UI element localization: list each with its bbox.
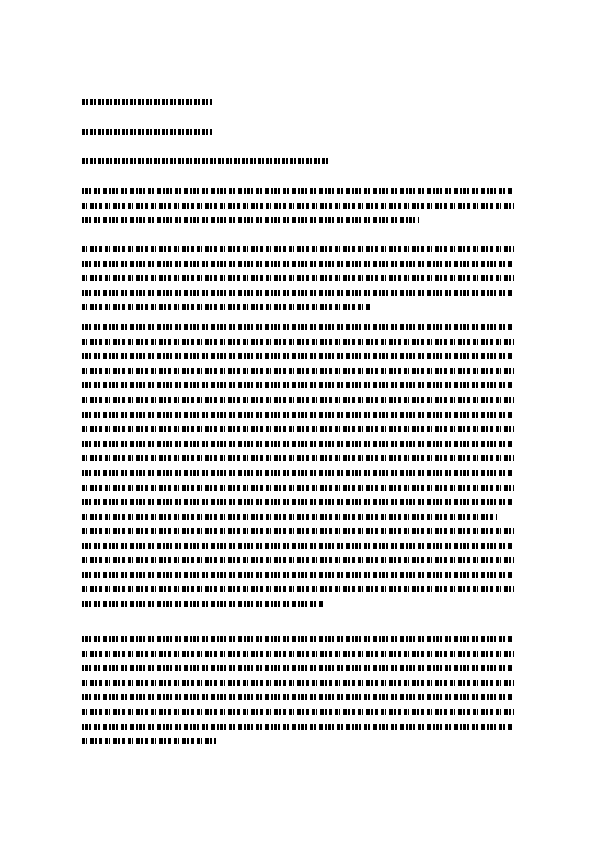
text-line: [82, 661, 514, 676]
text-line-ink: [82, 290, 514, 296]
text-line: [82, 320, 514, 335]
text-line: [82, 495, 514, 510]
text-line-ink: [82, 203, 514, 209]
paragraph: [82, 632, 514, 749]
text-line: [82, 300, 514, 315]
paragraph: [82, 320, 514, 524]
text-line: [82, 286, 514, 301]
text-line-ink: [82, 709, 514, 715]
text-line-ink: [82, 368, 514, 374]
text-line-ink: [82, 665, 514, 671]
text-line: [82, 690, 514, 705]
text-line: [82, 364, 514, 379]
text-line-ink: [82, 514, 497, 520]
text-line: [82, 437, 514, 452]
text-line: [82, 422, 514, 437]
text-line-ink: [82, 586, 514, 592]
text-line-ink: [82, 397, 514, 403]
section-heading: [82, 156, 328, 166]
text-line-ink: [82, 694, 514, 700]
text-line-ink: [82, 499, 514, 505]
text-line: [82, 271, 514, 286]
text-line-ink: [82, 217, 419, 223]
text-line: [82, 242, 514, 257]
text-line-ink: [82, 543, 514, 549]
paragraph: [82, 184, 514, 228]
text-line: [82, 597, 514, 612]
text-line-ink: [82, 601, 324, 607]
text-line-ink: [82, 738, 216, 744]
text-line: [82, 676, 514, 691]
text-line-ink: [82, 528, 514, 534]
paragraph: [82, 242, 514, 315]
text-line-ink: [82, 557, 514, 563]
text-line: [82, 481, 514, 496]
text-line-ink: [82, 724, 514, 730]
author-line: [82, 97, 212, 107]
text-line: [82, 632, 514, 647]
text-line: [82, 335, 514, 350]
text-line-ink: [82, 188, 514, 194]
text-line-ink: [82, 275, 514, 281]
text-line-ink: [82, 651, 514, 657]
text-line: [82, 408, 514, 423]
text-line-ink: [82, 470, 514, 476]
text-line: [82, 510, 514, 525]
text-line-ink: [82, 412, 514, 418]
text-line: [82, 451, 514, 466]
text-line-ink: [82, 382, 514, 388]
text-line: [82, 524, 514, 539]
text-line-ink: [82, 680, 514, 686]
text-line: [82, 378, 514, 393]
text-line: [82, 393, 514, 408]
text-line: [82, 213, 514, 228]
text-line: [82, 568, 514, 583]
text-line-ink: [82, 339, 514, 345]
text-line: [82, 582, 514, 597]
text-line-ink: [82, 353, 514, 359]
text-line-ink: [82, 455, 514, 461]
text-line: [82, 553, 514, 568]
text-line: [82, 257, 514, 272]
text-line-ink: [82, 572, 514, 578]
text-line: [82, 705, 514, 720]
text-line-ink: [82, 636, 514, 642]
text-line: [82, 184, 514, 199]
text-line-ink: [82, 261, 514, 267]
text-line: [82, 466, 514, 481]
text-line: [82, 734, 514, 749]
date-line: [82, 127, 212, 137]
text-line: [82, 647, 514, 662]
text-line: [82, 539, 514, 554]
text-line-ink: [82, 324, 514, 330]
text-line-ink: [82, 246, 514, 252]
text-line-ink: [82, 485, 514, 491]
text-line-ink: [82, 426, 514, 432]
text-line: [82, 199, 514, 214]
text-line-ink: [82, 304, 371, 310]
text-line: [82, 349, 514, 364]
text-line-ink: [82, 441, 514, 447]
paragraph: [82, 524, 514, 612]
text-line: [82, 720, 514, 735]
